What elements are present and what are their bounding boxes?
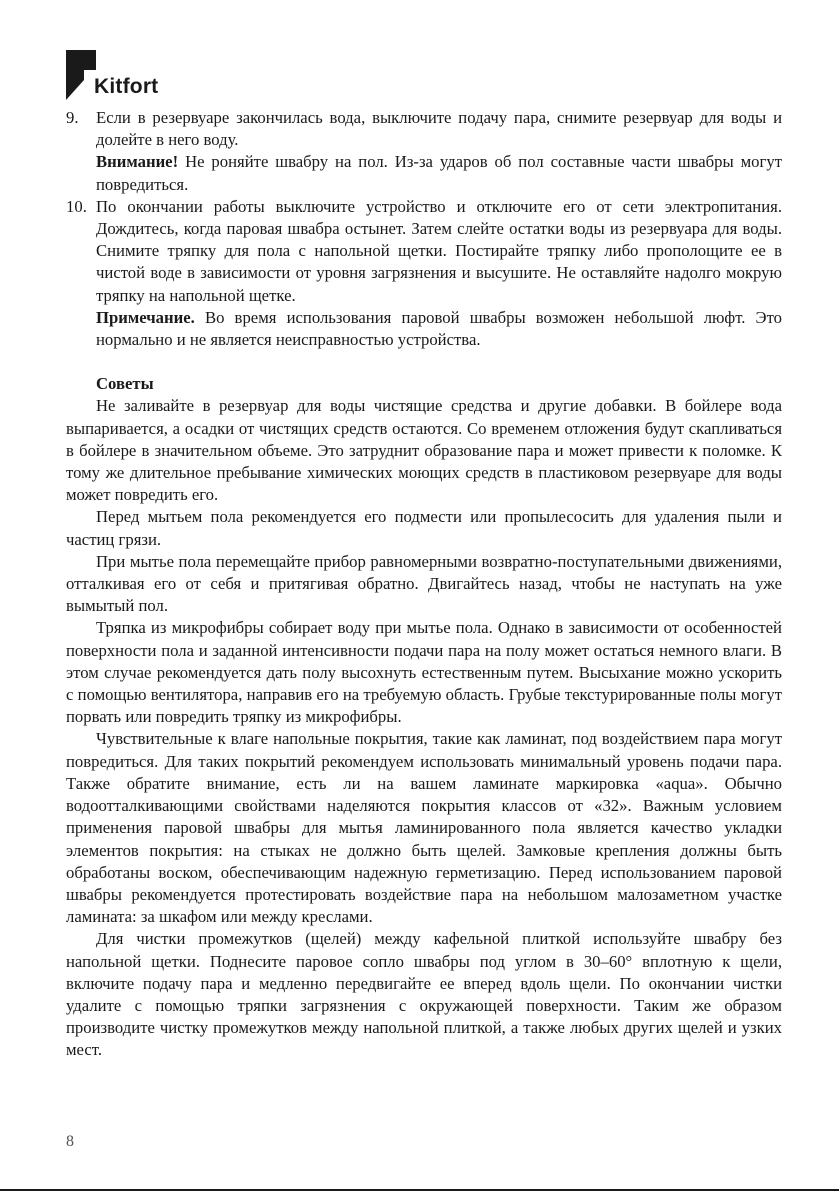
brand-name: Kitfort — [94, 75, 159, 98]
kitfort-logo-icon — [66, 50, 96, 100]
section-spacer — [66, 351, 782, 373]
list-item-text: Если в резервуаре закончилась вода, выключите подачу пара, снимите резервуар для воды и долейте в него воду. — [96, 108, 782, 150]
note-text: Во время использования паровой швабры возможен небольшой люфт. Это нормально и не является неисправностью устройства. — [96, 307, 782, 350]
list-item-number: 10. — [66, 196, 87, 216]
paragraph: Не заливайте в резервуар для воды чистящие средства и другие добавки. В бойлере вода выпаривается, а осадки от чистящих средств остаются. Со временем отложения будут скапливаться в бойлере в значительном объеме. Это затруднит образование пара и может привести к поломке. К тому же длительное пребывание химических моющих средств в пластиковом резервуаре для воды может повредить его. — [66, 396, 782, 505]
section-title: Советы — [96, 374, 154, 394]
list-item-note — [96, 307, 782, 351]
note-label: Внимание! — [96, 152, 179, 172]
list-item-number: 9. — [66, 108, 79, 127]
list-item — [66, 196, 782, 351]
brand-logo — [66, 50, 158, 100]
paragraph: Тряпка из микрофибры собирает воду при мытье пола. Однако в зависимости от особенностей поверхности пола и заданной интенсивности подачи пара на полу может остаться немного влаги. В этом случае рекомендуется дать полу высохнуть естественным путем. Высыхание можно ускорить с помощью вентилятора, направив его на требуемую область. Грубые текстурированные полы могут порвать или повредить тряпку из микрофибры. — [66, 618, 782, 727]
paragraph: Перед мытьем пола рекомендуется его подмести или пропылесосить для удаления пыли и частиц грязи. — [66, 507, 782, 549]
paragraph: Чувствительные к влаге напольные покрытия, такие как ламинат, под воздействием пара могут повредиться. Для таких покрытий рекомендуем использовать минимальный уровень подачи пара. Также обратите внимание, есть ли на вашем ламинате маркировка «aqua». Обычно водоотталкивающими свойствами наделяются покрытия классов от «32». Важным условием применения паровой швабры для мытья ламинированного пола является качество укладки элементов покрытия: на стыках не должно быть щелей. Замковые крепления должны быть обработаны воском, обеспечивающим надежную герметизацию. Перед использованием паровой швабры рекомендуется протестировать воздействие пара на небольшом малозаметном участке ламината: за шкафом или между креслами. — [66, 729, 782, 927]
page-content — [66, 107, 782, 1062]
paragraph: Для чистки промежутков (щелей) между кафельной плиткой используйте швабру без напольной щетки. Поднесите паровое сопло швабры под углом в 30–60° вплотную к щели, включите подачу пара и медленно передвигайте ее вперед вдоль щели. По окончании чистки удалите с помощью тряпки загрязнения с окружающей поверхности. Таким же образом производите чистку промежутков между напольной плиткой, а также любых других щелей и узких мест. — [66, 929, 782, 1060]
list-item — [66, 107, 782, 196]
list-item-note — [96, 151, 782, 195]
page-number: 8 — [66, 1133, 74, 1150]
note-text: Не роняйте швабру на пол. Из-за ударов об пол составные части швабры могут повредиться. — [96, 152, 782, 194]
list-item-text: По окончании работы выключите устройство и отключите его от сети электропитания. Дождитесь, когда паровая швабра остынет. Затем слейте остатки воды из резервуара для воды. Снимите тряпку для пола с напольной щетки. Постирайте тряпку либо прополощите ее в чистой воде в зависимости от уровня загрязнения и высушите. Не оставляйте надолго мокрую тряпку на напольной щетке. — [96, 196, 782, 305]
note-label: Примечание. — [96, 307, 195, 327]
paragraph: При мытье пола перемещайте прибор равномерными возвратно-поступательными движениями, отталкивая его от себя и притягивая обратно. Двигайтесь назад, чтобы не наступать на уже вымытый пол. — [66, 551, 782, 616]
page-bottom-border — [0, 1189, 839, 1191]
